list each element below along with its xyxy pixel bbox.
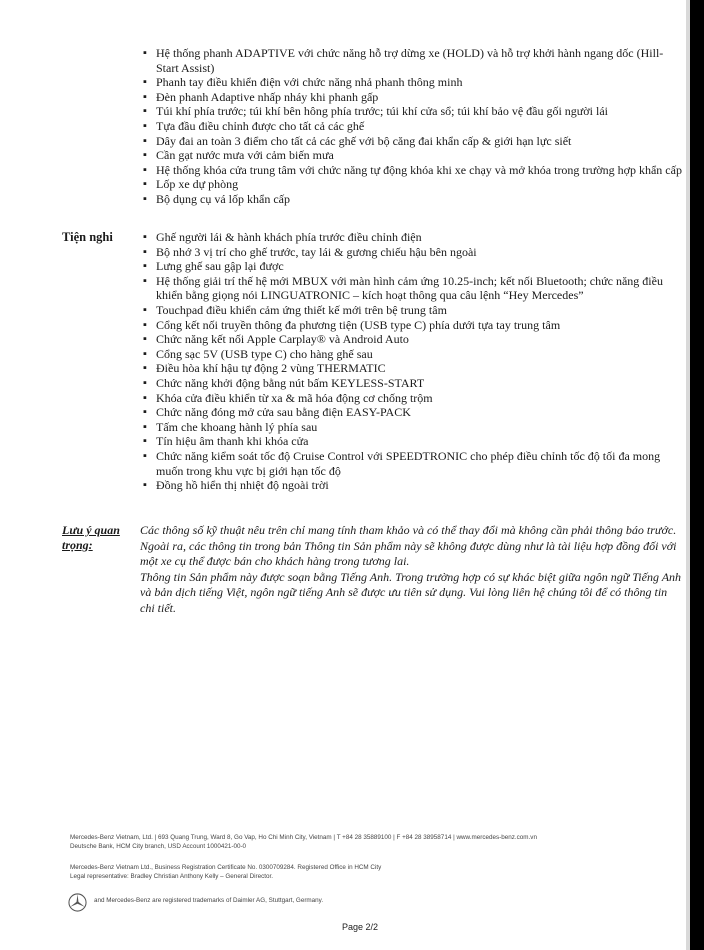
list-item: ▪ Dây đai an toàn 3 điểm cho tất cả các ghế với bộ căng đai khẩn cấp & giới hạn lực siết <box>143 134 683 149</box>
list-item: ▪ Tựa đầu điều chỉnh được cho tất cả các ghế <box>143 119 683 134</box>
list-item: ▪ Touchpad điều khiển cảm ứng thiết kế mới trên bệ trung tâm <box>143 303 683 318</box>
list-item: ▪ Ghế người lái & hành khách phía trước điều chỉnh điện <box>143 230 683 245</box>
list-item: ▪ Bộ nhớ 3 vị trí cho ghế trước, tay lái & gương chiếu hậu bên ngoài <box>143 245 683 260</box>
list-item: ▪ Tín hiệu âm thanh khi khóa cửa <box>143 434 683 449</box>
list-item: ▪ Cổng sạc 5V (USB type C) cho hàng ghế sau <box>143 347 683 362</box>
mercedes-star-logo-icon <box>68 893 87 912</box>
page-number: Page 2/2 <box>342 922 379 932</box>
list-item: ▪ Lốp xe dự phòng <box>143 177 683 192</box>
company-registration-footer <box>70 863 680 881</box>
list-item: ▪ Đồng hồ hiển thị nhiệt độ ngoài trời <box>143 478 683 493</box>
list-item: ▪ Bộ dụng cụ vá lốp khẩn cấp <box>143 192 683 207</box>
note-paragraph: Các thông số kỹ thuật nêu trên chỉ mang tính tham khảo và có thể thay đổi mà không cần phải thông báo trước. Ngoài ra, các thông tin trong bản Thông tin Sản phẩm này sẽ không được dùng như là tài liệu hợp đồng đối với một xe cụ thể được bán cho khách hàng trong tương lai. <box>140 523 677 569</box>
list-item: ▪ Hệ thống khóa cửa trung tâm với chức năng tự động khóa khi xe chạy và mở khóa trong trường hợp khẩn cấp <box>143 163 683 178</box>
footer-registration-line: Mercedes-Benz Vietnam Ltd., Business Registration Certificate No. 0300709284. Registered Office in HCM City <box>70 864 382 871</box>
list-item: ▪ Tấm che khoang hành lý phía sau <box>143 420 683 435</box>
note-paragraph: Thông tin Sản phẩm này được soạn bằng Tiếng Anh. Trong trường hợp có sự khác biệt giữa ngôn ngữ Tiếng Anh và bản dịch tiếng Việt, ngôn ngữ tiếng Anh sẽ được ưu tiên sử dụng. Vui lòng liên hệ chúng tôi để có thông tin chi tiết. <box>140 569 682 615</box>
comfort-feature-list <box>143 230 683 493</box>
important-note-text <box>140 523 683 617</box>
trademark-footer <box>94 896 704 905</box>
list-item: ▪ Chức năng kiểm soát tốc độ Cruise Control với SPEEDTRONIC cho phép điều chỉnh tốc độ tối đa mong muốn trong khu vực bị giới hạn tốc độ <box>143 449 683 478</box>
page-edge-border <box>690 0 704 950</box>
comfort-section-label: Tiện nghi <box>62 230 113 244</box>
list-item: ▪ Chức năng kết nối Apple Carplay® và Android Auto <box>143 332 683 347</box>
list-item: ▪ Đèn phanh Adaptive nhấp nháy khi phanh gấp <box>143 90 683 105</box>
list-item: ▪ Cần gạt nước mưa với cảm biến mưa <box>143 148 683 163</box>
footer-representative-line: Legal representative: Bradley Christian Anthony Kelly – General Director. <box>70 873 274 880</box>
list-item: ▪ Chức năng đóng mở cửa sau bằng điện EASY-PACK <box>143 405 683 420</box>
list-item: ▪ Hệ thống phanh ADAPTIVE với chức năng hỗ trợ dừng xe (HOLD) và hỗ trợ khởi hành ngang dốc (Hill-Start Assist) <box>143 46 683 75</box>
list-item: ▪ Chức năng khởi động bằng nút bấm KEYLESS-START <box>143 376 683 391</box>
list-item: ▪ Túi khí phía trước; túi khí bên hông phía trước; túi khí cửa sổ; túi khí bảo vệ đầu gối người lái <box>143 104 683 119</box>
list-item: ▪ Cổng kết nối truyền thông đa phương tiện (USB type C) phía dưới tựa tay trung tâm <box>143 318 683 333</box>
footer-address-line: Mercedes-Benz Vietnam, Ltd. | 693 Quang Trung, Ward 8, Go Vap, Ho Chi Minh City, Vietnam | T +84 28 35889100 | F +84 28 38958714 | www.mercedes-benz.com.vn <box>70 834 537 841</box>
company-contact-footer <box>70 833 680 851</box>
list-item: ▪ Khóa cửa điều khiển từ xa & mã hóa động cơ chống trộm <box>143 391 683 406</box>
important-note-label: Lưu ý quan trọng: <box>62 523 120 552</box>
footer-bank-line: Deutsche Bank, HCM City branch, USD Account 1000421-00-0 <box>70 843 247 850</box>
safety-feature-list <box>143 46 683 207</box>
footer-trademark-line: and Mercedes-Benz are registered trademarks of Daimler AG, Stuttgart, Germany. <box>94 897 324 904</box>
list-item: ▪ Phanh tay điều khiển điện với chức năng nhả phanh thông minh <box>143 75 683 90</box>
list-item: ▪ Hệ thống giải trí thế hệ mới MBUX với màn hình cảm ứng 10.25-inch; kết nối Bluetooth; chức năng điều khiển bằng giọng nói LINGUATRONIC – kích hoạt thông qua câu lệnh “Hey Mercedes” <box>143 274 683 303</box>
list-item: ▪ Điều hòa khí hậu tự động 2 vùng THERMATIC <box>143 361 683 376</box>
list-item: ▪ Lưng ghế sau gập lại được <box>143 259 683 274</box>
